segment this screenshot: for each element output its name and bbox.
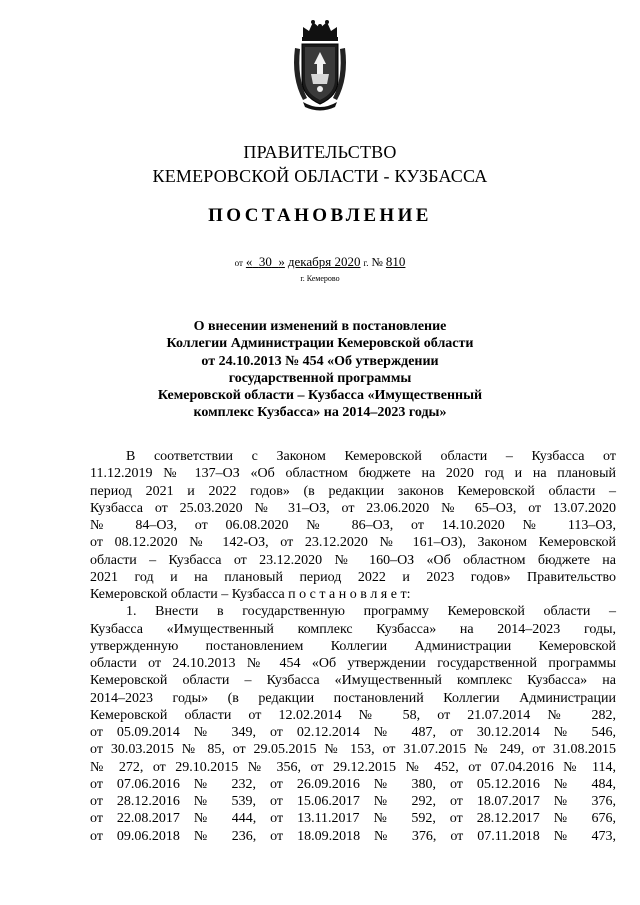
body-line: Кузбасса от 25.03.2020 № 31–ОЗ, от 23.06.2020 № 65–ОЗ, от 13.07.2020 — [90, 500, 616, 516]
number-sign: № — [371, 255, 383, 269]
body-line: № 84–ОЗ, от 06.08.2020 № 86–ОЗ, от 14.10.2020 № 113–ОЗ, — [90, 518, 616, 533]
document-body — [90, 448, 616, 845]
document-number: 810 — [385, 254, 406, 269]
body-line: от 09.06.2018 № 236, от 18.09.2018 № 376, от 07.11.2018 № 473, — [90, 828, 616, 844]
body-line: 2014–2023 годы» (в редакции постановлений Коллегии Администрации — [90, 690, 616, 706]
title-line: Кемеровской области – Кузбасса «Имущественный — [157, 388, 483, 404]
title-line: комплекс Кузбасса» на 2014–2023 годы» — [193, 405, 447, 421]
body-line: период 2021 и 2022 годов» (в редакции законов Кемеровской области – — [90, 483, 616, 499]
body-line: Кемеровской области – Кузбасса «Имущественный комплекс Кузбасса» на — [90, 673, 616, 689]
body-line: В соответствии с Законом Кемеровской области – Кузбасса от — [126, 449, 616, 464]
document-type-heading: ПОСТАНОВЛЕНИЕ — [208, 205, 432, 226]
body-line: от 08.12.2020 № 142-ОЗ, от 23.12.2020 № 161–ОЗ), Законом Кемеровской — [90, 535, 616, 551]
body-line: Кузбасса «Имущественный комплекс Кузбасса» на 2014–2023 годы, — [90, 621, 616, 637]
body-line: № 272, от 29.10.2015 № 356, от 29.12.2015 № 452, от 07.04.2016 № 114, — [90, 759, 616, 775]
date-year-suffix: г. — [363, 258, 369, 268]
body-line: от 22.08.2017 № 444, от 13.11.2017 № 592, от 28.12.2017 № 676, — [90, 811, 616, 827]
government-name-line1: ПРАВИТЕЛЬСТВО — [243, 142, 397, 162]
coat-of-arms-emblem — [291, 18, 349, 112]
body-line: от 30.03.2015 № 85, от 29.05.2015 № 153, от 31.07.2015 № 249, от 31.08.2015 — [90, 742, 616, 758]
date-quote-open: « — [245, 254, 253, 269]
body-line: от 07.06.2016 № 232, от 26.09.2016 № 380, от 05.12.2016 № 484, — [90, 776, 616, 792]
body-line: 1. Внести в государственную программу Кемеровской области – — [126, 604, 616, 620]
date-month-year: декабря 2020 — [287, 254, 361, 269]
title-line: государственной программы — [228, 370, 412, 386]
document-city: г. Кемерово — [300, 274, 340, 283]
body-line: Кемеровской области от 12.02.2014 № 58, от 21.07.2014 № 282, — [90, 707, 616, 723]
date-quote-close: » — [278, 254, 285, 269]
document-date-line — [0, 254, 640, 270]
title-line: от 24.10.2013 № 454 «Об утверждении — [201, 353, 439, 369]
body-line: Кемеровской области – Кузбасса п о с т а н о в л я е т: — [90, 587, 411, 602]
body-line: от 05.09.2014 № 349, от 02.12.2014 № 487, от 30.12.2014 № 546, — [90, 725, 616, 740]
title-line: О внесении изменений в постановление — [193, 319, 447, 334]
date-prefix: от — [234, 258, 243, 268]
body-line: области – Кузбасса от 23.12.2020 № 160–ОЗ «Об областном бюджете на — [90, 552, 616, 568]
body-line: 2021 год и на плановый период 2022 и 2023 годов» Правительство — [90, 569, 616, 585]
title-line: Коллегии Администрации Кемеровской области — [166, 336, 474, 352]
document-title — [90, 318, 550, 422]
government-name-line2: КЕМЕРОВСКОЙ ОБЛАСТИ - КУЗБАССА — [152, 166, 488, 186]
body-line: области от 24.10.2013 № 454 «Об утверждении государственной программы — [90, 656, 616, 671]
date-day: 30 — [258, 254, 272, 269]
body-line: утвержденную постановлением Коллегии Администрации Кемеровской — [90, 638, 616, 654]
body-line: от 28.12.2016 № 539, от 15.06.2017 № 292, от 18.07.2017 № 376, — [90, 794, 616, 809]
body-line: 11.12.2019 № 137–ОЗ «Об областном бюджете на 2020 год и на плановый — [90, 466, 616, 482]
